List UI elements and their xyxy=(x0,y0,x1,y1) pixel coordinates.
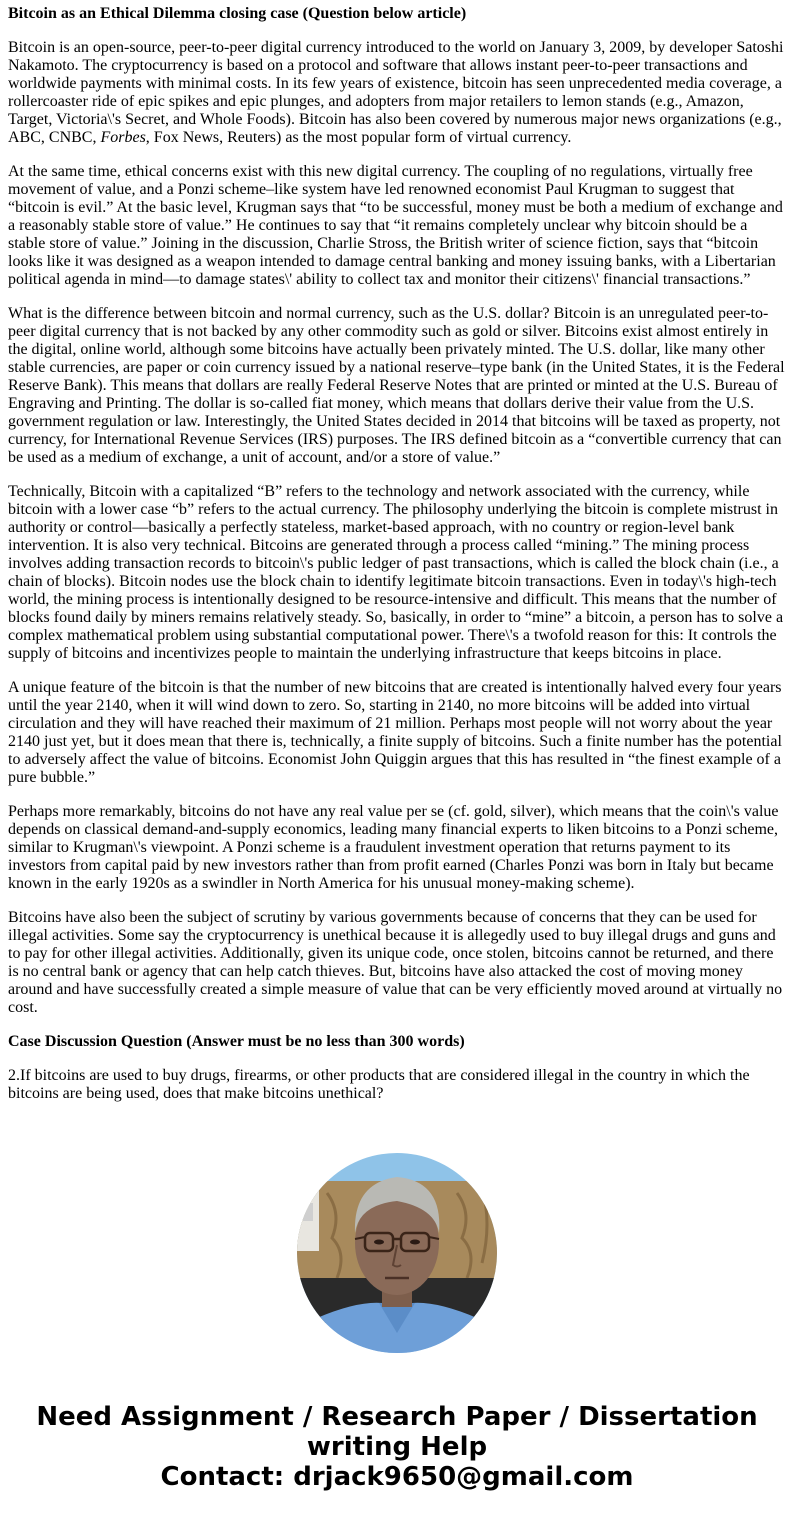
profile-photo xyxy=(297,1153,497,1353)
question-heading: Case Discussion Question (Answer must be no less than 300 words) xyxy=(8,1033,465,1050)
article-paragraph-3: What is the difference between bitcoin and normal currency, such as the U.S. dollar? Bitcoin is an unregulated peer-to-peer digital currency that is not backed by any other commodity such as gold or silver. Bitcoins exist almost entirely in the digital, online world, although some bitcoins have actually been privately minted. The U.S. dollar, like many other stable currencies, are paper or coin currency issued by a national reserve–type bank (in the United States, it is the Federal Reserve Bank). This means that dollars are really Federal Reserve Notes that are printed or minted at the U.S. Bureau of Engraving and Printing. The dollar is so-called fiat money, which means that dollars derive their value from the U.S. government regulation or law. Interestingly, the United States decided in 2014 that bitcoins will be taxed as property, not currency, for International Revenue Services (IRS) purposes. The IRS defined bitcoin as a “convertible currency that can be used as a medium of exchange, a unit of account, and/or a store of value.” xyxy=(8,305,785,466)
portrait-illustration xyxy=(297,1153,497,1353)
article-title: Bitcoin as an Ethical Dilemma closing case (Question below article) xyxy=(8,5,467,22)
paragraph-1-italic-forbes: Forbes xyxy=(100,129,146,146)
promo-banner xyxy=(0,1402,794,1492)
article xyxy=(8,5,786,1119)
promo-line-2: writing Help xyxy=(306,1432,488,1462)
article-paragraph-1 xyxy=(8,39,786,147)
article-paragraph-7: Bitcoins have also been the subject of scrutiny by various governments because of concerns that they can be used for illegal activities. Some say the cryptocurrency is unethical because it is allegedly used to buy illegal drugs and guns and to pay for other illegal activities. Additionally, given its unique code, once stolen, bitcoins cannot be returned, and there is no central bank or agency that can help catch thieves. But, bitcoins have also attacked the cost of moving money around and have successfully created a simple measure of value that can be very efficiently moved around at virtually no cost. xyxy=(8,909,783,1016)
paragraph-1-text-a: Bitcoin is an open-source, peer-to-peer digital currency introduced to the world on January 3, 2009, by developer Satoshi Nakamoto. The cryptocurrency is based on a protocol and software that allows instant peer-to-peer transactions and worldwide payments with minimal costs. In its few years of existence, bitcoin has seen unprecedented media coverage, a rollercoaster ride of epic spikes and epic plunges, and adopters from major retailers to lemon stands (e.g., Amazon, Target, Victoria\'s Secret, and Whole Foods). Bitcoin has also been covered by numerous major news organizations (e.g., ABC, CNBC, xyxy=(8,39,784,146)
article-paragraph-2: At the same time, ethical concerns exist with this new digital currency. The coupling of no regulations, virtually free movement of value, and a Ponzi scheme–like system have led renowned economist Paul Krugman to suggest that “bitcoin is evil.” At the basic level, Krugman says that “to be successful, money must be both a medium of exchange and a reasonably stable store of value.” He continues to say that “it remains completely unclear why bitcoin should be a stable store of value.” Joining in the discussion, Charlie Stross, the British writer of science fiction, says that “bitcoin looks like it was designed as a weapon intended to damage central banking and money issuing banks, with a Libertarian political agenda in mind—to damage states\' ability to collect tax and monitor their citizens\' financial transactions.” xyxy=(8,163,783,288)
article-paragraph-6: Perhaps more remarkably, bitcoins do not have any real value per se (cf. gold, silver), which means that the coin\'s value depends on classical demand-and-supply economics, leading many financial experts to liken bitcoins to a Ponzi scheme, similar to Krugman\'s viewpoint. A Ponzi scheme is a fraudulent investment operation that returns payment to its investors from capital paid by new investors rather than from profit earned (Charles Ponzi was born in Italy but became known in the early 1920s as a swindler in North America for his unusual money-making scheme). xyxy=(8,803,779,892)
promo-line-1: Need Assignment / Research Paper / Dissertation xyxy=(36,1402,758,1432)
promo-contact-email[interactable]: Contact: drjack9650@gmail.com xyxy=(160,1462,634,1492)
article-paragraph-4: Technically, Bitcoin with a capitalized “B” refers to the technology and network associated with the currency, while bitcoin with a lower case “b” refers to the actual currency. The philosophy underlying the bitcoin is complete mistrust in authority or control—basically a perfectly stateless, market-based approach, with no country or region-level bank intervention. It is also very technical. Bitcoins are generated through a process called “mining.” The mining process involves adding transaction records to bitcoin\'s public ledger of past transactions, which is called the block chain (i.e., a chain of blocks). Bitcoin nodes use the block chain to identify legitimate bitcoin transactions. Even in today\'s high-tech world, the mining process is intentionally designed to be resource-intensive and difficult. This means that the number of blocks found daily by miners remains relatively steady. So, basically, in order to “mine” a bitcoin, a person has to solve a complex mathematical problem using substantial computational power. There\'s a twofold reason for this: It controls the supply of bitcoins and incentivizes people to maintain the underlying infrastructure that keeps bitcoins in place. xyxy=(8,483,784,662)
discussion-question: 2.If bitcoins are used to buy drugs, firearms, or other products that are considered illegal in the country in which the bitcoins are being used, does that make bitcoins unethical? xyxy=(8,1067,750,1102)
article-paragraph-5: A unique feature of the bitcoin is that the number of new bitcoins that are created is intentionally halved every four years until the year 2140, when it will wind down to zero. So, starting in 2140, no more bitcoins will be added into virtual circulation and they will have reached their maximum of 21 million. Perhaps most people will not worry about the year 2140 just yet, but it does mean that there is, technically, a finite supply of bitcoins. Such a finite number has the potential to adversely affect the value of bitcoins. Economist John Quiggin argues that this has resulted in “the finest example of a pure bubble.” xyxy=(8,679,782,786)
paragraph-1-text-b: , Fox News, Reuters) as the most popular form of virtual currency. xyxy=(145,129,572,146)
